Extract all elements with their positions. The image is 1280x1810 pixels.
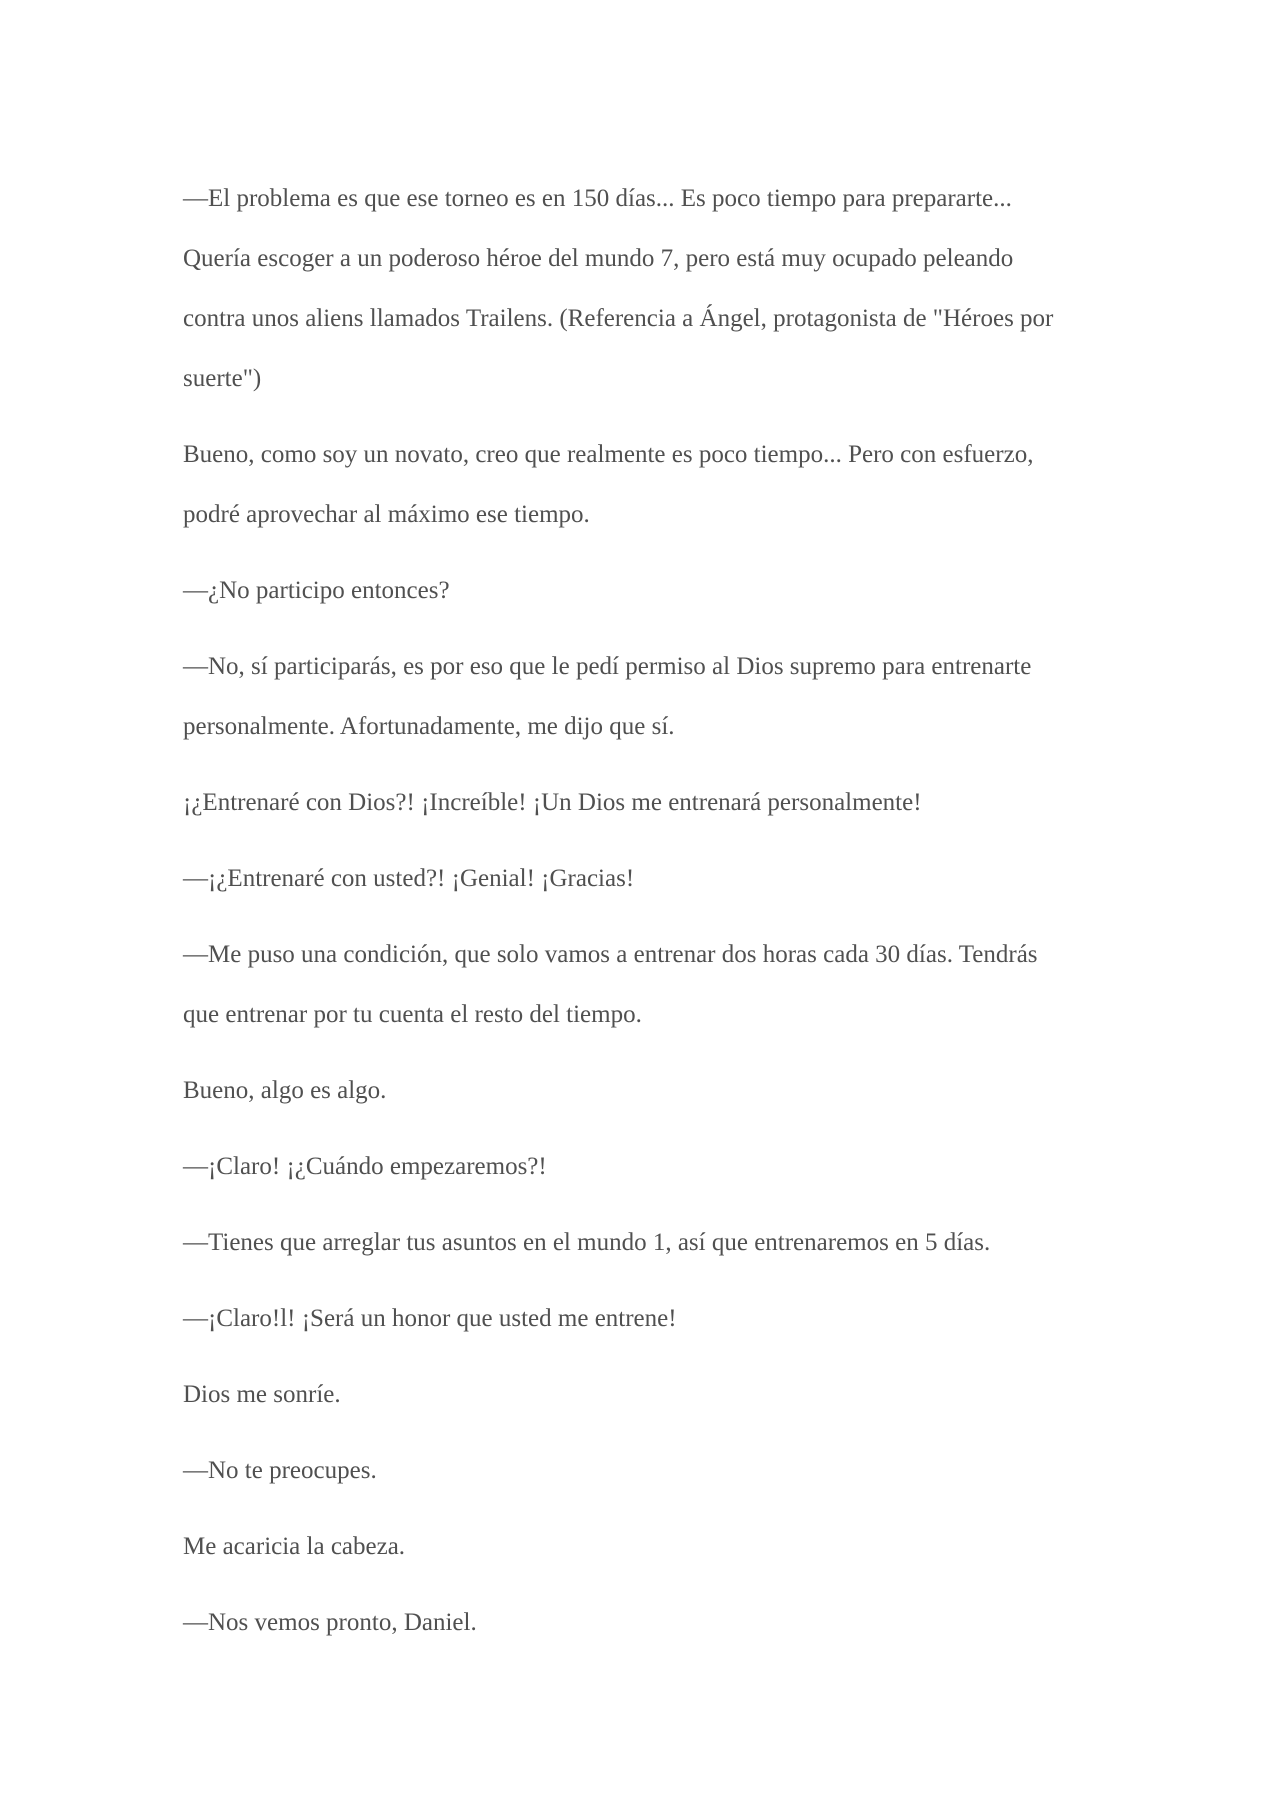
- paragraph: [183, 1213, 1223, 1273]
- text-line: suerte"): [183, 365, 262, 392]
- text-line: Bueno, algo es algo.: [183, 1077, 387, 1104]
- text-line: —¡Claro!l! ¡Será un honor que usted me entrene!: [183, 1305, 677, 1332]
- text-line: que entrenar por tu cuenta el resto del tiempo.: [183, 1001, 642, 1028]
- text-line: —Nos vemos pronto, Daniel.: [183, 1609, 477, 1636]
- text-line: —El problema es que ese torneo es en 150 días... Es poco tiempo para prepararte...: [183, 185, 1012, 212]
- paragraph: [183, 637, 1223, 757]
- text-line: —¿No participo entonces?: [183, 577, 450, 604]
- text-line: —Tienes que arreglar tus asuntos en el mundo 1, así que entrenaremos en 5 días.: [183, 1229, 991, 1256]
- text-line: ¡¿Entrenaré con Dios?! ¡Increíble! ¡Un Dios me entrenará personalmente!: [183, 789, 922, 816]
- paragraph: [183, 561, 1223, 621]
- paragraph: [183, 1441, 1223, 1501]
- text-line: contra unos aliens llamados Trailens. (Referencia a Ángel, protagonista de "Héroes por: [183, 305, 1054, 332]
- text-line: —No, sí participarás, es por eso que le pedí permiso al Dios supremo para entrenarte: [183, 653, 1032, 680]
- paragraph: [183, 1517, 1223, 1577]
- paragraph: [183, 1061, 1223, 1121]
- text-line: —¡¿Entrenaré con usted?! ¡Genial! ¡Gracias!: [183, 865, 635, 892]
- paragraph: [183, 169, 1223, 409]
- text-line: Quería escoger a un poderoso héroe del mundo 7, pero está muy ocupado peleando: [183, 245, 1014, 272]
- text-line: —Me puso una condición, que solo vamos a entrenar dos horas cada 30 días. Tendrás: [183, 941, 1038, 968]
- paragraph: [183, 849, 1223, 909]
- text-line: Dios me sonríe.: [183, 1381, 341, 1408]
- paragraph: [183, 1365, 1223, 1425]
- text-line: —¡Claro! ¡¿Cuándo empezaremos?!: [183, 1153, 547, 1180]
- text-line: podré aprovechar al máximo ese tiempo.: [183, 501, 590, 528]
- text-line: Bueno, como soy un novato, creo que realmente es poco tiempo... Pero con esfuerzo,: [183, 441, 1034, 468]
- paragraph: [183, 773, 1223, 833]
- text-line: —No te preocupes.: [183, 1457, 377, 1484]
- paragraph: [183, 1593, 1223, 1653]
- paragraph: [183, 1137, 1223, 1197]
- paragraph: [183, 425, 1223, 545]
- text-line: Me acaricia la cabeza.: [183, 1533, 406, 1560]
- document-body: [183, 169, 1223, 1669]
- text-line: personalmente. Afortunadamente, me dijo que sí.: [183, 713, 675, 740]
- paragraph: [183, 925, 1223, 1045]
- paragraph: [183, 1289, 1223, 1349]
